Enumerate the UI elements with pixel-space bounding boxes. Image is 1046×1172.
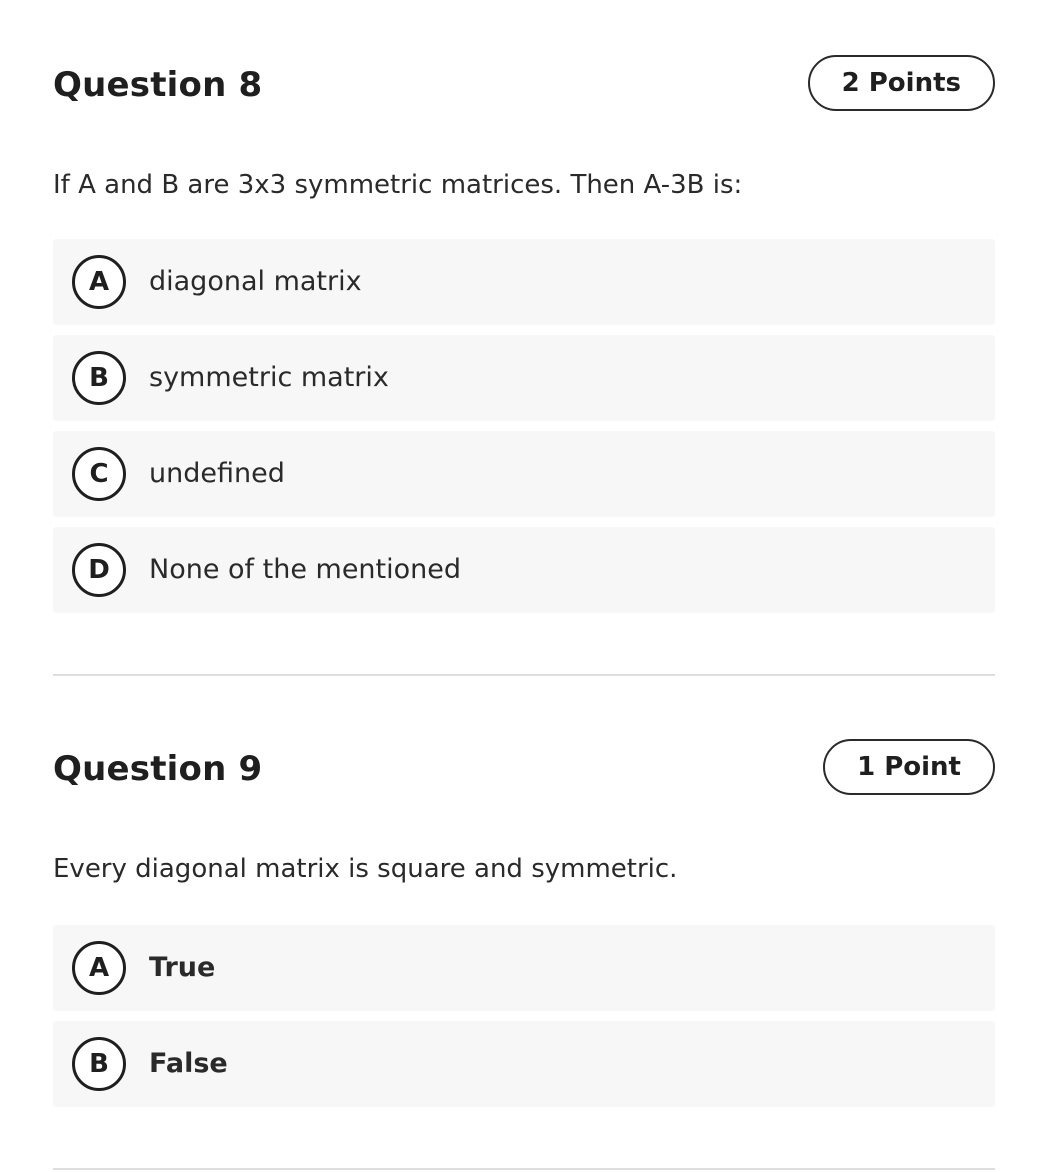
points-badge: 2 Points xyxy=(808,55,995,111)
points-badge: 1 Point xyxy=(823,739,995,795)
question-divider xyxy=(53,674,995,676)
option-text: undefined xyxy=(149,458,285,489)
answer-option-c[interactable] xyxy=(53,431,995,517)
answer-options xyxy=(53,925,995,1117)
option-letter-badge: B xyxy=(72,1037,126,1091)
option-letter-badge: A xyxy=(72,255,126,309)
question-prompt: If A and B are 3x3 symmetric matrices. Then A-3B is: xyxy=(53,170,743,200)
question-title: Question 8 xyxy=(53,65,263,105)
option-letter-badge: B xyxy=(72,351,126,405)
answer-option-b[interactable] xyxy=(53,1021,995,1107)
option-text: None of the mentioned xyxy=(149,554,462,585)
option-text: False xyxy=(149,1048,228,1079)
option-text: symmetric matrix xyxy=(149,362,389,393)
answer-option-b[interactable] xyxy=(53,335,995,421)
question-header xyxy=(53,739,995,801)
option-letter-badge: C xyxy=(72,447,126,501)
question-prompt: Every diagonal matrix is square and symmetric. xyxy=(53,854,678,884)
option-text: diagonal matrix xyxy=(149,266,362,297)
answer-option-a[interactable] xyxy=(53,925,995,1011)
question-header xyxy=(53,55,995,117)
option-text: True xyxy=(149,952,216,983)
question-title: Question 9 xyxy=(53,749,263,789)
answer-option-d[interactable] xyxy=(53,527,995,613)
option-letter-badge: A xyxy=(72,941,126,995)
question-9 xyxy=(53,739,995,801)
question-divider xyxy=(53,1168,995,1170)
answer-options xyxy=(53,239,995,623)
question-8 xyxy=(53,55,995,117)
option-letter-badge: D xyxy=(72,543,126,597)
answer-option-a[interactable] xyxy=(53,239,995,325)
